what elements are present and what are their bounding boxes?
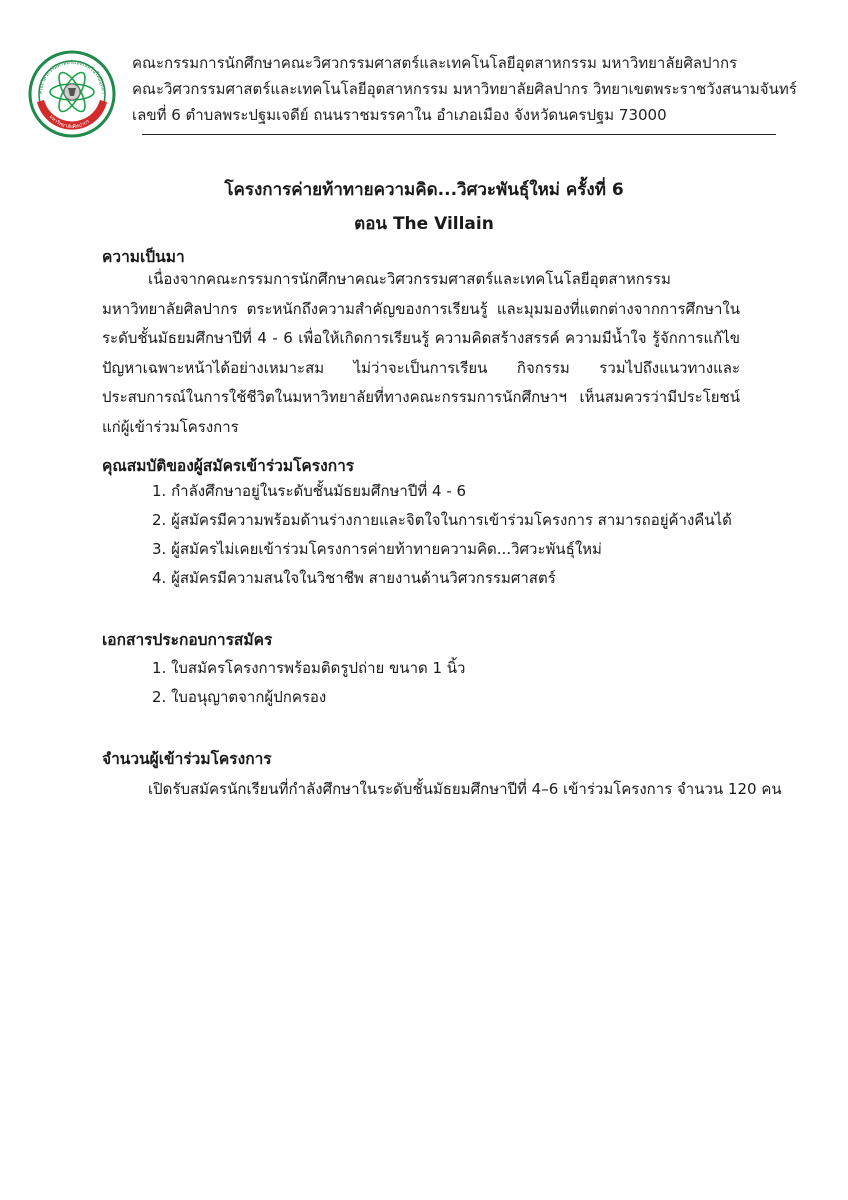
list-item: 2. ใบอนุญาตจากผู้ปกครอง [152, 688, 327, 706]
documents-list [152, 654, 465, 712]
participants-heading: จำนวนผู้เข้าร่วมโครงการ [102, 750, 272, 768]
background-heading: ความเป็นมา [102, 248, 185, 266]
list-item: 4. ผู้สมัครมีความสนใจในวิชาชีพ สายงานด้านวิศวกรรมศาสตร์ [152, 569, 556, 587]
qualifications-heading: คุณสมบัติของผู้สมัครเข้าร่วมโครงการ [102, 457, 355, 475]
document-title: โครงการค่ายท้าทายความคิด...วิศวะพันธุ์ใหม่ ครั้งที่ 6 [224, 180, 624, 200]
header-divider [142, 134, 776, 135]
letterhead-line-2: คณะวิศวกรรมศาสตร์และเทคโนโลยีอุตสาหกรรม มหาวิทยาลัยศิลปากร วิทยาเขตพระราชวังสนามจันทร์ [132, 80, 797, 98]
document-subtitle: ตอน The Villain [354, 214, 494, 234]
list-item: 3. ผู้สมัครไม่เคยเข้าร่วมโครงการค่ายท้าทายความคิด...วิศวะพันธุ์ใหม่ [152, 540, 602, 558]
background-text: เนื่องจากคณะกรรมการนักศึกษาคณะวิศวกรรมศาสตร์และเทคโนโลยีอุตสาหกรรม มหาวิทยาลัยศิลปากร ตระหนักถึงความสำคัญของการเรียนรู้ และมุมมองที่แตกต่างจากการศึกษาในระดับชั้นมัธยมศึกษาปีที่ 4 - 6 เพื่อให้เกิดการเรียนรู้ ความคิดสร้างสรรค์ ความมีน้ำใจ รู้จักการแก้ไขปัญหาเฉพาะหน้าได้อย่างเหมาะสม ไม่ว่าจะเป็นการเรียน กิจกรรม รวมไปถึงแนวทางและประสบการณ์ในการใช้ชีวิตในมหาวิทยาลัยที่ทางคณะกรรมการนักศึกษาฯ เห็นสมควรว่ามีประโยชน์แก่ผู้เข้าร่วมโครงการ [102, 270, 740, 436]
letterhead-line-3: เลขที่ 6 ตำบลพระปฐมเจดีย์ ถนนราชมรรคาใน อำเภอเมือง จังหวัดนครปฐม 73000 [132, 106, 667, 124]
university-seal-icon [28, 50, 116, 138]
letterhead [132, 50, 797, 128]
list-item: 1. ใบสมัครโครงการพร้อมติดรูปถ่าย ขนาด 1 นิ้ว [152, 659, 466, 677]
qualifications-list [152, 477, 732, 593]
logo-ring-text-bottom: มหาวิทยาลัยศิลปากร [47, 113, 91, 131]
list-item: 1. กำลังศึกษาอยู่ในระดับชั้นมัธยมศึกษาปีที่ 4 - 6 [152, 482, 467, 500]
list-item: 2. ผู้สมัครมีความพร้อมด้านร่างกายและจิตใจในการเข้าร่วมโครงการ สามารถอยู่ค้างคืนได้ [152, 511, 732, 529]
background-paragraph [102, 265, 740, 442]
participants-text: เปิดรับสมัครนักเรียนที่กำลังศึกษาในระดับชั้นมัธยมศึกษาปีที่ 4–6 เข้าร่วมโครงการ จำนวน 120 คน [148, 780, 782, 798]
logo-ring-text-top: คณะวิศวกรรมศาสตร์และเทคโนโลยีอุตสา [37, 59, 107, 95]
letterhead-line-1: คณะกรรมการนักศึกษาคณะวิศวกรรมศาสตร์และเทคโนโลยีอุตสาหกรรม มหาวิทยาลัยศิลปากร [132, 54, 738, 72]
documents-heading: เอกสารประกอบการสมัคร [102, 631, 273, 649]
